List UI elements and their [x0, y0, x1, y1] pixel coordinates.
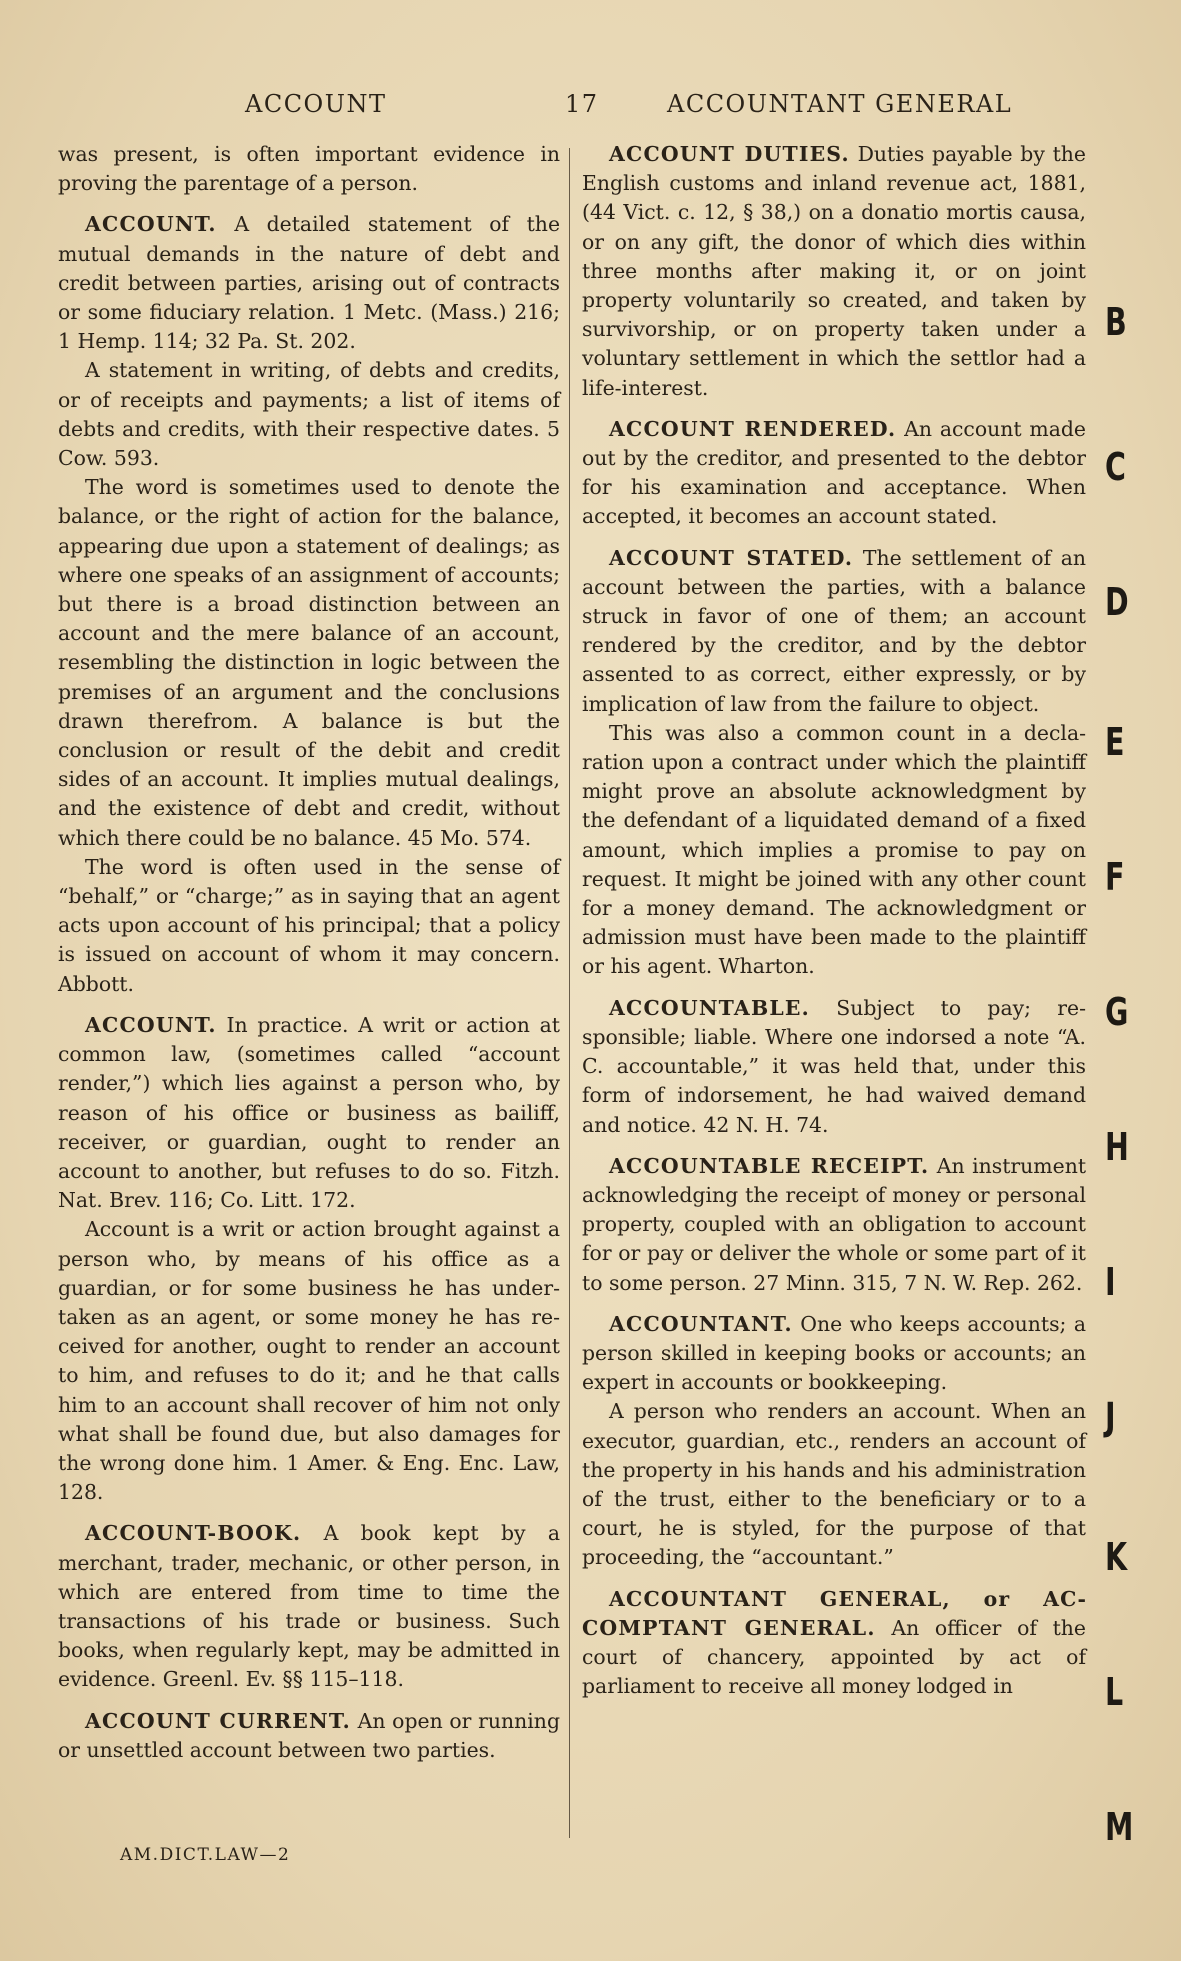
signature-mark: AM.DICT.LAW—2: [120, 1845, 291, 1865]
header-left-word: ACCOUNT: [245, 90, 387, 118]
headword: ACCOUNTANT.: [609, 1311, 793, 1336]
entry-paragraph: [582, 994, 1086, 1140]
running-header: [0, 90, 1181, 130]
page-number: 17: [565, 90, 599, 118]
thumb-index-letter[interactable]: J: [1105, 1395, 1116, 1439]
definition-text: The word is often used in the sense of “behalf,” or “charge;” as in saying that an agent acts upon account of his principal; that a policy is issued on account of whom it may concern. Abbott.: [58, 854, 560, 996]
headword: ACCOUNT CURRENT.: [85, 1708, 351, 1733]
thumb-index-letter[interactable]: D: [1105, 580, 1129, 624]
definition-text: In practice. A writ or action at common law, (sometimes called “account render,”) which lies against a person who, by reason of his office or business as bailiff, receiver, or guardian, ought to render an account to another, but refuses to do so. Fitzh. Nat. Brev. 116; Co. Litt. 172.: [58, 1012, 560, 1213]
entry-paragraph: [582, 544, 1086, 719]
header-right-word: ACCOUNTANT GENERAL: [667, 90, 1013, 118]
headword: ACCOUNTABLE RECEIPT.: [609, 1153, 930, 1178]
column-rule: [569, 148, 570, 1838]
thumb-index-letter[interactable]: L: [1105, 1670, 1124, 1714]
definition-text: A book kept by a merchant, trader, mechanic, or other person, in which are entered from time to time the transactions of his trade or business. Such books, when regularly kept, may be admitted in evidence. Greenl. Ev. §§ 115–118.: [58, 1521, 560, 1692]
thumb-index-letter[interactable]: E: [1105, 720, 1125, 764]
headword: ACCOUNT.: [85, 1012, 217, 1037]
headword: ACCOUNT RENDERED.: [609, 416, 897, 441]
headword: ACCOUNT DUTIES.: [609, 142, 850, 166]
body-paragraph: [58, 473, 560, 853]
headword: ACCOUNT-BOOK.: [85, 1521, 302, 1546]
definition-text: A person who renders an account. When an executor, guardian, etc., renders an account of the property in his hands and his administration of the trust, either to the beneficiary or to a court, he is styled, for the purpose of that proceeding, the “accountant.”: [582, 1399, 1086, 1570]
headword: ACCOUNT.: [85, 212, 217, 237]
definition-text: Subject to pay; responsible; liable. Where one indorsed a note “A. C. accountable,” it was held that, under this form of indorsement, he had waived demand and notice. 42 N. H. 74.: [582, 995, 1086, 1137]
body-paragraph: [58, 853, 560, 999]
definition-text: An officer of the court of chancery, appointed by act of parliament to receive all money lodged in: [582, 1615, 1087, 1699]
left-column: [58, 140, 560, 1765]
thumb-index-letter[interactable]: M: [1105, 1805, 1134, 1849]
entry-paragraph: [582, 1310, 1086, 1398]
thumb-index-letter[interactable]: G: [1105, 990, 1129, 1034]
entry-paragraph: [58, 1519, 560, 1694]
definition-text: This was also a common count in a declaration upon a contract under which the plaintiff might prove an absolute acknowledgment by the defendant of a liquidated demand of a fixed amount, which implies a promise to pay on request. It might be joined with any other count for a money demand. The acknowledgment or admission must have been made to the plaintiff or his agent. Wharton.: [582, 720, 1086, 979]
definition-text: Account is a writ or action brought against a person who, by means of his office as a guardian, or for some business he has undertaken as an agent, or some money he has received for another, ought to render an account to him, and refuses to do it; and he that calls him to an account shall recover of him not only what shall be found due, but also damages for the wrong done him. 1 Amer. & Eng. Enc. Law, 128.: [58, 1217, 560, 1505]
right-column: [582, 140, 1086, 1701]
definition-text: A statement in writing, of debts and credits, or of receipts and payments; a list of items of debts and credits, with their respective dates. 5 Cow. 593.: [58, 358, 560, 471]
body-paragraph: [58, 356, 560, 473]
headword: ACCOUNTABLE.: [609, 995, 810, 1020]
thumb-index-letter[interactable]: I: [1105, 1260, 1116, 1304]
definition-text: An instrument acknowledging the receipt of money or personal property, coupled with an obligation to account for or pay or deliver the whole or some part of it to some person. 27 Minn. 315, 7 N. W. Rep. 262.: [582, 1153, 1087, 1295]
thumb-index-letter[interactable]: H: [1105, 1125, 1129, 1169]
definition-text: The word is sometimes used to denote the balance, or the right of action for the balance, appearing due upon a statement of dealings; as where one speaks of an assignment of accounts; but there is a broad distinction between an account and the mere balance of an account, resembling the distinction in logic between the premises of an argument and the conclusions drawn therefrom. A balance is but the conclusion or result of the debit and credit sides of an account. It implies mutual dealings, and the existence of debt and credit, without which there could be no balance. 45 Mo. 574.: [58, 475, 560, 850]
entry-paragraph: [582, 1585, 1086, 1702]
thumb-index-letter[interactable]: C: [1105, 445, 1126, 489]
definition-text: One who keeps accounts; a person skilled in keeping books or accounts; an expert in accounts or bookkeeping.: [582, 1311, 1087, 1395]
body-paragraph: [58, 140, 560, 198]
definition-text: was present, is often important evidence in proving the parentage of a person.: [58, 142, 560, 196]
definition-text: An account made out by the creditor, and presented to the debtor for his examination and acceptance. When accepted, it becomes an account stated.: [582, 416, 1086, 529]
body-paragraph: [58, 1215, 560, 1507]
entry-paragraph: [58, 1011, 560, 1215]
thumb-index-letter[interactable]: B: [1105, 300, 1127, 344]
definition-text: The settlement of an account between the parties, with a balance struck in favor of one of them; an account rendered by the creditor, and by the debtor assented to as correct, either expressly, or by implication of law from the failure to object.: [582, 545, 1086, 716]
definition-text: An open or running or unsettled account between two parties.: [58, 1708, 560, 1762]
body-paragraph: [582, 1397, 1086, 1572]
thumb-index-letter[interactable]: K: [1105, 1535, 1128, 1579]
entry-paragraph: [582, 415, 1086, 532]
headword: ACCOUNTANT GENERAL, or ACCOMPTANT GENERAL.: [582, 1586, 1086, 1640]
headword: ACCOUNT STATED.: [609, 545, 854, 570]
entry-paragraph: [582, 140, 1086, 403]
entry-paragraph: [58, 210, 560, 356]
entry-paragraph: [58, 1707, 560, 1765]
thumb-index-letter[interactable]: F: [1105, 855, 1125, 899]
body-paragraph: [582, 719, 1086, 982]
definition-text: Duties payable by the English customs and inland revenue act, 1881, (44 Vict. c. 12, § 38,) on a donatio mortis causa, or on any gift, the donor of which dies within three months after making it, or on joint property voluntarily so created, and taken by survivorship, or on property taken under a voluntary settlement in which the settlor had a life-interest.: [582, 142, 1086, 400]
entry-paragraph: [582, 1152, 1086, 1298]
definition-text: A detailed statement of the mutual demands in the nature of debt and credit between parties, arising out of contracts or some fiduciary relation. 1 Metc. (Mass.) 216; 1 Hemp. 114; 32 Pa. St. 202.: [58, 212, 561, 354]
